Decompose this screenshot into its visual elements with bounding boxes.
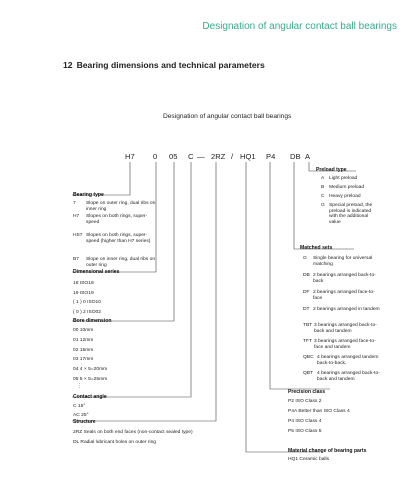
bearing-type-code: 7 (73, 201, 76, 206)
contact-angle-heading: Contact angle (73, 394, 107, 400)
matched-desc: 3 bearings arranged face-to-face and tandem (314, 339, 376, 350)
structure-item: DL Radial lubricant holes on outer ring (73, 440, 157, 445)
code-a: A (305, 152, 311, 161)
bore-dimension-item: 00 10mm (73, 328, 94, 333)
bore-dimension-item: 05 5 × 5=25mm (73, 377, 108, 382)
code-hq1: HQ1 (240, 152, 256, 161)
matched-code: DB (303, 273, 310, 278)
bearing-type-code: B7 (73, 257, 79, 262)
matched-code: QBT (303, 371, 314, 376)
material-item: HQ1 Ceramic balls (288, 457, 330, 462)
preload-desc: Heavy preload (329, 194, 361, 199)
bore-dimension-item: 04 4 × 5=20mm (73, 367, 108, 372)
precision-item: P5 ISO Class 5 (288, 429, 322, 434)
preload-type-heading: Preload type (316, 167, 347, 173)
bearing-type-desc: Slope on inner ring, dual ribs on outer ring (86, 257, 156, 268)
code-05: 05 (169, 152, 178, 161)
page-header-title: Designation of angular contact ball bearings (202, 21, 397, 32)
code-h7: H7 (125, 152, 135, 161)
matched-desc: 2 bearings arranged back-to-back (313, 273, 376, 284)
dimensional-series-item: ( 1 ) 0 ISO10 (73, 300, 101, 305)
contact-angle-item: AC 25° (73, 413, 89, 418)
bore-dimension-item: 01 12mm (73, 338, 94, 343)
matched-desc: Single bearing for universal matching (313, 256, 373, 267)
structure-heading: Structure (73, 419, 96, 425)
matched-desc: 4 bearings arranged tandem back-to-back, (317, 355, 379, 366)
bearing-type-desc: Slopes on both rings, super-speed (higher than H7 series) (86, 233, 151, 244)
bore-dimension-item: 02 15mm (73, 348, 94, 353)
preload-code: A (321, 176, 325, 181)
preload-desc: Light preload (329, 176, 358, 181)
bore-dimension-heading: Bore dimension (73, 318, 112, 324)
preload-desc: Special preload, the preload is indicated with the additional value (329, 203, 373, 226)
bearing-type-heading: Bearing type (73, 192, 104, 198)
bore-dimension-ellipsis: ⋮ (77, 384, 82, 389)
dimensional-series-heading: Dimensional series (73, 269, 120, 275)
preload-code: G (321, 203, 325, 208)
preload-desc: Medium preload (329, 185, 365, 190)
section-number: 12 (63, 60, 73, 70)
matched-sets-heading: Matched sets (300, 245, 333, 251)
code-2rz: 2RZ (211, 152, 226, 161)
precision-item: P2 ISO Class 2 (288, 399, 322, 404)
preload-code: B (321, 185, 325, 190)
matched-desc: 4 bearings arranged back-to-back and tandem (317, 371, 380, 382)
matched-code: DT (303, 307, 310, 312)
contact-angle-item: C 15° (73, 404, 86, 409)
section-title: Bearing dimensions and technical parameters (76, 60, 265, 70)
bearing-type-desc: Slopes on both rings, super-speed (86, 214, 148, 225)
code-zero: 0 (153, 152, 158, 161)
matched-desc: 2 bearings arranged face-to-face (313, 290, 375, 301)
matched-desc: 3 bearings arranged back-to-back and tandem (314, 323, 377, 334)
matched-code: TBT (303, 323, 313, 328)
code-slash: / (231, 152, 234, 161)
code-c: C (188, 152, 194, 161)
bearing-type-code: HS7 (73, 233, 83, 238)
bearing-type-code: H7 (73, 214, 80, 219)
bearing-type-desc: Slope on outer ring, dual ribs on inner ring (86, 201, 156, 212)
matched-code: TFT (303, 339, 312, 344)
code-p4: P4 (266, 152, 276, 161)
dimensional-series-item: ( 0 ) 2 ISO02 (73, 310, 101, 315)
leader-bearing-type (72, 162, 130, 195)
dimensional-series-item: 18 ISO18 (73, 281, 94, 286)
material-heading: Material change of bearing parts (288, 448, 367, 454)
matched-code: G (303, 256, 307, 261)
code-db: DB (290, 152, 301, 161)
code-dash: — (197, 152, 205, 161)
precision-class-heading: Precision class (288, 389, 326, 395)
precision-item: P4A Better than ISO Class 4 (288, 409, 350, 414)
matched-code: DF (303, 290, 310, 295)
diagram-caption: Designation of angular contact ball bearings (163, 113, 292, 120)
dimensional-series-item: 19 ISO19 (73, 291, 94, 296)
precision-item: P4 ISO Class 4 (288, 419, 322, 424)
matched-code: QBC (303, 355, 314, 360)
structure-item: 2RZ Seals on both end faces (non-contact sealed type) (73, 430, 193, 435)
preload-code: C (321, 194, 325, 199)
bore-dimension-item: 03 17mm (73, 357, 94, 362)
matched-desc: 2 bearings arranged in tandem (313, 307, 380, 312)
